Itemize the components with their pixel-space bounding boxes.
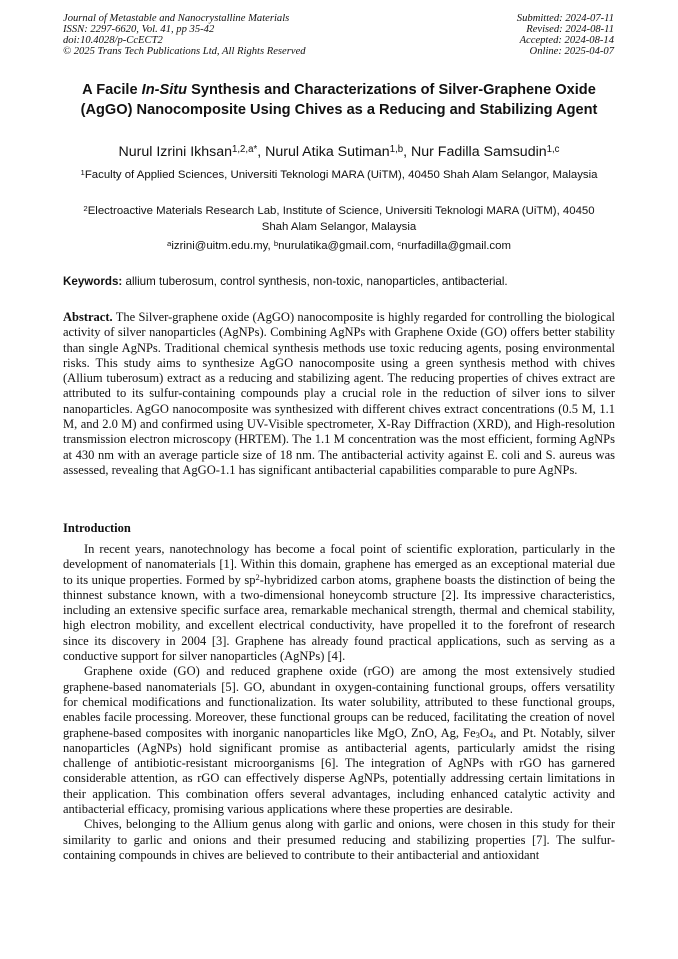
affiliation-number: 1 [80,167,85,177]
paper-title [60,81,618,120]
email-list [60,239,618,254]
author-name: Nur Fadilla Samsudin [411,144,547,160]
affiliation-text: Electroactive Materials Research Lab, Institute of Science, Universiti Teknologi MARA (UiTM), 40450 Shah Alam Selangor, Malaysia [87,205,595,233]
author-affiliation-mark: 1,b [389,143,404,155]
keywords [63,274,615,289]
email-separator: , [267,240,274,252]
abstract-text: The Silver-graphene oxide (AgGO) nanocomposite is highly regarded for controlling the biological activity of silver nanoparticles (AgNPs). Combining AgNPs with Graphene Oxide (GO) offers better stability than single AgNPs. Traditional chemical synthesis methods use toxic reducing agents, posing environmental risks. This study aims to synthesize AgGO nanocomposite using a green synthesis method with chives (Allium tuberosum) extract as a reducing and stabilizing agent. The reducing properties of chives extract are attributed to its sulfur-containing compounds play a crucial role in the reduction of silver ions to silver nanoparticles. AgGO nanocomposite was synthesized with different chives extract concentrations (0.5 M, 1.1 M, and 2.0 M) and confirmed using UV-Visible spectrometer, X-Ray Diffraction (XRD), and High-resolution transmission electron microscopy (HRTEM). The 1.1 M concentration was the most efficient, forming AgNPs at 430 nm with an average particle size of 18 nm. The antibacterial activity against E. coli and S. aureus was assessed, revealing that AgGO-1.1 has significant antibacterial capabilities comparable to pure AgNPs. [63,310,615,477]
keywords-text: allium tuberosum, control synthesis, non-toxic, nanoparticles, antibacterial. [122,275,508,288]
superscript: 2 [255,571,260,582]
paragraph-text: -hybridized carbon atoms, graphene boasts the distinction of being the thinnest substance known, with a two-dimensional honeycomb structure [2]. Its impressive characteristics, including an extensive specific surface area, remarkable mechanical strength, thermal and chemical stability, high electron mobility, and excellent electrical conductivity, have propelled it to the forefront of research since its discovery in 2004 [3]. Graphene has already found practical applications, such as serving as a conductive support for silver nanoparticles (AgNPs) [4]. [63,572,615,664]
affiliation-1 [70,168,608,184]
section-heading-introduction: Introduction [63,521,131,535]
date-accepted: Accepted: 2024-08-14 [519,35,614,46]
journal-copyright: © 2025 Trans Tech Publications Ltd, All Rights Reserved [63,46,306,57]
journal-doi: doi:10.4028/p-CcECT2 [63,35,163,46]
paragraph-text: Graphene oxide (GO) and reduced graphene oxide (rGO) are among the most extensively studied graphene-based nanomaterials [5]. GO, abundant in oxygen-containing functional groups, offers versatility for chemical modifications and functionalization. Its water solubility, attributed to these functional groups, enables facile processing. Moreover, these functional groups can be reduced, facilitating the creation of novel graphene-based composites with inorganic nanoparticles like MgO, ZnO, Ag, Fe [63,664,615,740]
keywords-label: Keywords: [63,275,123,288]
introduction-body [63,542,615,863]
journal-name: Journal of Metastable and Nanocrystalline Materials [63,13,290,24]
date-submitted: Submitted: 2024-07-11 [516,13,614,24]
title-part3: Synthesis and Characterizations of Silver-Graphene Oxide (AgGO) Nanocomposite Using Chives as a Reducing and Stabilizing Agent [80,82,598,118]
email-mark: a [167,238,172,248]
paragraph-text: , and Pt. Notably, silver nanoparticles (AgNPs) hold significant promise as antibacterial agents, particularly amidst the rising challenge of antibiotic-resistant microorganisms [6]. The integration of AgNPs with rGO has garnered considerable attention, as rGO can effectively disperse AgNPs, potentially addressing certain limitations in their application. This combination offers several advantages, including enhanced catalytic activity and antibacterial efficacy, promising various applications where these properties are desirable. [63,725,616,817]
date-online: Online: 2025-04-07 [529,46,614,57]
author-list [60,143,618,161]
email-address[interactable]: izrini@uitm.edu.my [171,240,268,252]
email-address[interactable]: nurfadilla@gmail.com [401,240,511,252]
dates-header [517,13,614,57]
abstract-label: Abstract. [63,310,113,324]
journal-header [63,13,306,57]
author-name: Nurul Atika Sutiman [265,144,390,160]
email-address[interactable]: nurulatika@gmail.com [278,240,392,252]
date-revised: Revised: 2024-08-11 [526,24,614,35]
paragraph-text: In recent years, nanotechnology has become a focal point of scientific exploration, particularly in the development of nanomaterials [1]. Within this domain, graphene has emerged as an exceptional material due to its unique properties. Formed by sp [63,542,615,587]
intro-paragraph-3: Chives, belonging to the Allium genus along with garlic and onions, were chosen in this study for their similarity to garlic and onions and their presumed reducing and stabilizing properties [7]. The sulfur-containing compounds in chives are believed to contribute to their antibacterial and antioxidant [63,817,615,862]
title-italic: In-Situ [141,82,188,98]
title-part1: A Facile [82,82,142,98]
subscript: 4 [488,730,494,741]
author-separator: , [403,144,411,160]
intro-paragraph-1 [63,542,615,664]
affiliation-2 [70,204,608,235]
journal-issn: ISSN: 2297-6620, Vol. 41, pp 35-42 [63,24,215,35]
abstract [63,310,615,478]
subscript: 3 [475,730,480,741]
author-separator: , [257,144,266,160]
email-mark: b [273,238,279,248]
author-affiliation-mark: 1,c [546,143,560,155]
author-name: Nurul Izrini Ikhsan [118,144,233,160]
intro-paragraph-2 [63,664,615,817]
affiliation-text: Faculty of Applied Sciences, Universiti Teknologi MARA (UiTM), 40450 Shah Alam Selangor, Malaysia [84,169,598,181]
email-mark: c [397,238,402,248]
paragraph-text: O [479,725,489,740]
affiliation-number: 2 [83,203,88,213]
email-separator: , [391,240,398,252]
author-affiliation-mark: 1,2,a* [232,143,258,155]
